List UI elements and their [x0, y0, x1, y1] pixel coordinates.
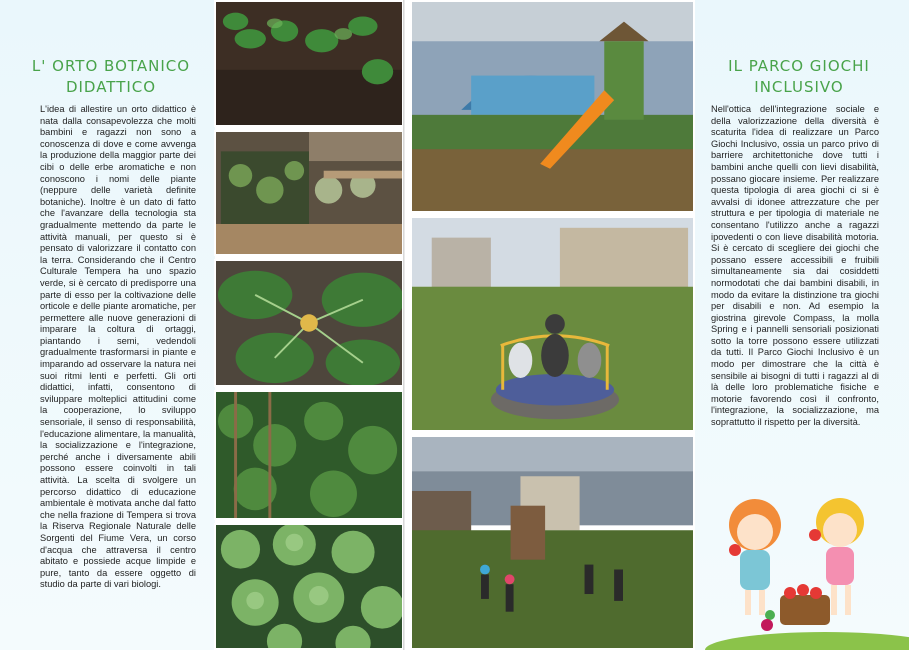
photo-seedlings-soil	[214, 0, 404, 127]
photo-kids-on-carousel	[410, 216, 695, 432]
orto-title: L' ORTO BOTANICO DIDATTICO	[31, 57, 191, 96]
right-page	[405, 0, 909, 650]
photo-raised-beds	[214, 130, 404, 256]
parco-title: IL PARCO GIOCHI INCLUSIVO	[728, 57, 870, 96]
left-page	[0, 0, 405, 650]
photo-pea-vines	[214, 390, 404, 520]
photo-kids-playing-evening	[410, 435, 695, 650]
parco-body-text: Nell'ottica dell'integrazione sociale e della valorizzazione della diversità è scaturita l'idea di realizzare un Parco Giochi Inclusivo, ossia un parco privo di barriere architettoniche dove tutti i bambini anche quelli con lievi disabilità, possano giocare insieme. Per realizzare questa tipologia di area giochi ci si è avvalsi di idonee attrezzature che per struttura e per tipologia di materiale ne consentano l'utilizzo anche a ragazzi ipovedenti o con lieve disabilità motoria. Si è cercato di scegliere dei giochi che possano essere accessibili e fruibili simultaneamente sia dai cosiddetti normodotati che dai bambini disabili, in modo da evitare la distinzione tra giochi per disabili e non. Ad esempio la giostrina girevole Compass, la molla Spring e i pannelli sensoriali posizionati sotto la torre possono essere utilizzati da tutti. Il Parco Giochi Inclusivo è un modo per dimostrare che la città è sensibile ai bisogni di tutti i ragazzi al di là delle loro problematiche fisiche e motorie favorendo così il confronto, l'integrazione, la socializzazione, ma soprattutto il rispetto per la diversità.	[711, 104, 879, 428]
photo-playground-slide	[410, 0, 695, 213]
illustration-kids-with-fruit	[695, 490, 909, 650]
photo-zucchini-plant	[214, 259, 404, 387]
orto-body-text: L'idea di allestire un orto didattico è nata dalla consapevolezza che molti bambini e ragazzi non sono a conoscenza di dove e come avvenga la produzione della maggior parte dei cibi o delle erbe aromatiche e non conoscono i nomi delle piante (neppure delle varietà definite botaniche). Inoltre è un dato di fatto che l'avanzare della tecnologia sta gradualmente mettendo da parte le attività manuali, per questo si è pensato di valorizzare il contatto con la terra. Considerando che il Centro Culturale Tempera ha uno spazio verde, si è cercato di predisporre una parte di esso per la coltivazione delle orticole e delle piante aromatiche, per permettere alle nuove generazioni di imparare la coltura di ortaggi, piantando i semi, vedendoli gradualmente trasformarsi in piante e imparando ad osservare la natura nei suoi ritmi lenti e perfetti. Gli orti didattici, infatti, consentono di sviluppare molteplici attitudini come la cooperazione, lo sviluppo sensoriale, il senso di responsabilità, l'educazione alimentare, la manualità, la socializzazione e l'integrazione, perché anche i diversamente abili possono essere coinvolti in tali attività. La scelta di svolgere un percorso didattico di educazione ambientale è motivata anche dal fatto che nella frazione di Tempera si trova la Riserva Regionale Naturale delle Sorgenti del Fiume Vera, un corso d'acqua che attraversa il centro abitato e possiede acque limpide e pure, tanto da essere oggetto di studio da parte di vari biologi.	[40, 104, 196, 590]
photo-lettuce-rows	[214, 523, 404, 650]
